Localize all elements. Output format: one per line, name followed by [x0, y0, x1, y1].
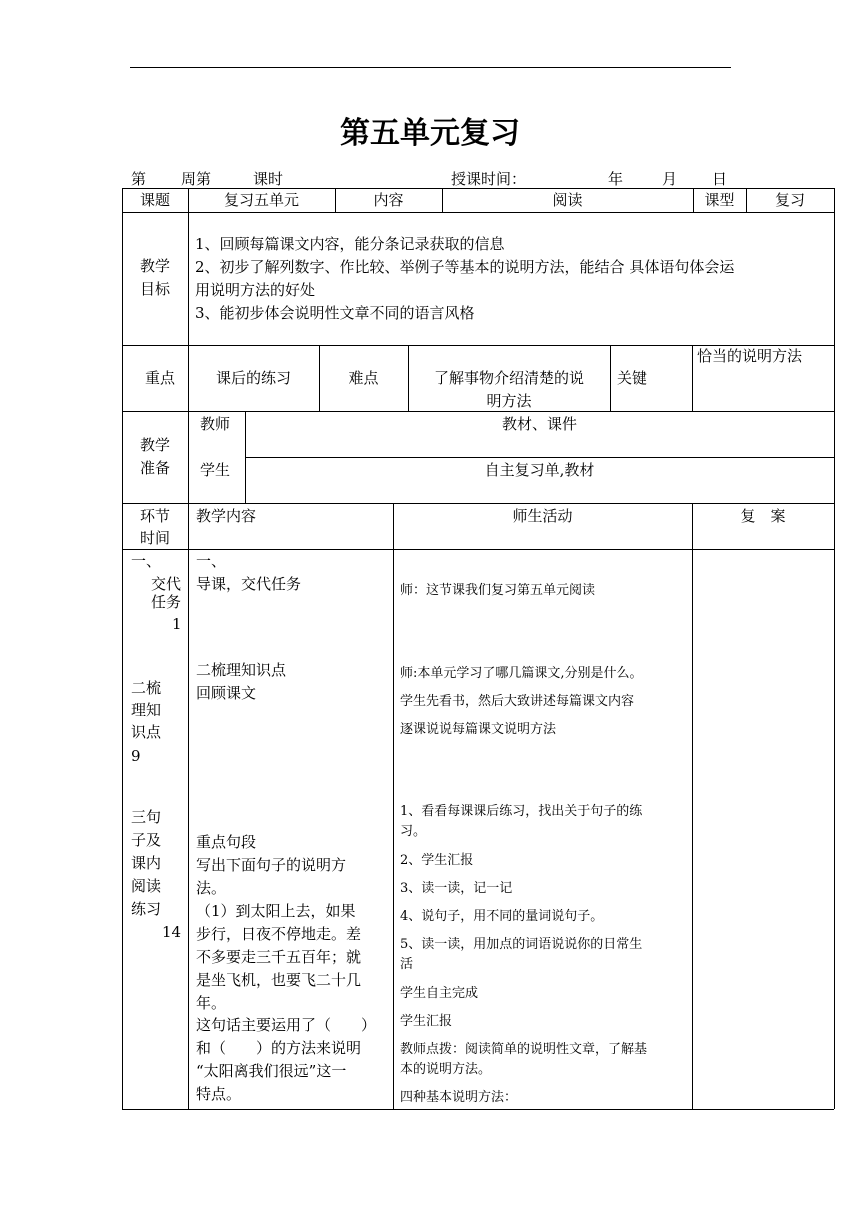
meta-week-mid: 周第 — [181, 170, 212, 188]
activity-line: 4、说句子，用不同的量词说句子。 — [400, 909, 604, 924]
activity-line: 3、读一读，记一记 — [400, 881, 513, 896]
activity-line: 师：这节课我们复习第五单元阅读 — [400, 583, 596, 598]
stage-1-c: 任务 — [151, 593, 182, 611]
content-value: 阅读 — [552, 191, 583, 209]
activity-line: 1、看看每课课后练习，找出关于句子的练 — [400, 804, 643, 819]
difficulty-value-1: 了解事物介绍清楚的说 — [433, 369, 584, 387]
stage-2-d: 9 — [131, 747, 141, 765]
type-label: 课型 — [704, 191, 735, 209]
key-label: 重点 — [144, 369, 175, 387]
content-3-line: “太阳离我们很远”这一 — [196, 1062, 347, 1080]
activity-line: 逐课说说每篇课文说明方法 — [400, 722, 557, 737]
stage-3-f: 14 — [162, 923, 182, 941]
stage-1-a: 一、 — [131, 552, 162, 570]
prep-teacher-value: 教材、课件 — [501, 415, 577, 433]
stage-3-a: 三句 — [131, 808, 162, 826]
crux-value: 恰当的说明方法 — [697, 347, 803, 365]
activity-line: 教师点拨：阅读简单的说明性文章，了解基 — [400, 1042, 648, 1057]
meta-day: 日 — [712, 170, 728, 188]
activity-line: 5、读一读，用加点的词语说说你的日常生 — [400, 937, 643, 952]
header-rule — [130, 67, 731, 68]
stage-2-c: 识点 — [131, 723, 162, 741]
content-label: 内容 — [373, 191, 404, 209]
activity-line: 四种基本说明方法： — [400, 1090, 518, 1105]
activity-line: 活 — [400, 957, 414, 972]
header-stage-1: 环节 — [139, 507, 170, 525]
prep-student-value: 自主复习单,教材 — [484, 461, 595, 479]
stage-3-e: 练习 — [131, 900, 162, 918]
prep-teacher-label: 教师 — [200, 415, 231, 433]
stage-2-a: 二梳 — [131, 679, 162, 697]
prep-label-1: 教学 — [139, 436, 170, 454]
content-3-line: 步行，日夜不停地走。差 — [196, 925, 362, 943]
meta-week-prefix: 第 — [131, 170, 147, 188]
difficulty-label: 难点 — [348, 369, 379, 387]
goal-line-2a: 2、初步了解列数字、作比较、举例子等基本的说明方法，能结合 具体语句体会运 — [195, 258, 735, 276]
stage-1-d: 1 — [172, 615, 182, 633]
topic-label: 课题 — [139, 191, 170, 209]
header-content: 教学内容 — [196, 507, 257, 525]
goal-line-2b: 用说明方法的好处 — [195, 281, 316, 299]
header-stage-2: 时间 — [139, 529, 170, 547]
goal-line-1: 1、回顾每篇课文内容，能分条记录获取的信息 — [195, 235, 505, 253]
meta-year: 年 — [608, 170, 624, 188]
content-3-line: 是坐飞机，也要飞二十几 — [196, 971, 362, 989]
content-3-line: （1）到太阳上去，如果 — [196, 902, 356, 920]
header-activity: 师生活动 — [512, 507, 573, 525]
crux-label: 关键 — [617, 369, 648, 387]
activity-line: 2、学生汇报 — [400, 853, 474, 868]
activity-line: 师:本单元学习了哪几篇课文,分别是什么。 — [400, 666, 643, 681]
activity-line: 本的说明方法。 — [400, 1062, 492, 1077]
content-3-line: 重点句段 — [196, 833, 257, 851]
goal-line-3: 3、能初步体会说明性文章不同的语言风格 — [195, 304, 475, 322]
activity-line: 学生自主完成 — [400, 986, 479, 1001]
meta-month: 月 — [662, 170, 678, 188]
activity-line: 习。 — [400, 824, 427, 839]
goals-label-1: 教学 — [139, 257, 170, 275]
type-value: 复习 — [774, 191, 805, 209]
stage-3-c: 课内 — [131, 854, 162, 872]
stage-3-b: 子及 — [131, 831, 162, 849]
stage-3-d: 阅读 — [131, 877, 162, 895]
meta-period: 课时 — [253, 170, 284, 188]
content-3-line: 写出下面句子的说明方 — [196, 856, 347, 874]
content-2-a: 二梳理知识点 — [196, 661, 287, 679]
content-3-line: 不多要走三千五百年；就 — [196, 948, 362, 966]
activity-line: 学生汇报 — [400, 1014, 453, 1029]
stage-1-b: 交代 — [151, 575, 182, 593]
key-value: 课后的练习 — [215, 369, 291, 387]
difficulty-value-2: 明方法 — [486, 392, 532, 410]
content-3-line: 和（ ）的方法来说明 — [196, 1039, 362, 1057]
content-3-line: 这句话主要运用了（ ） — [196, 1016, 377, 1034]
content-3-line: 特点。 — [196, 1085, 242, 1103]
content-3-line: 年。 — [196, 994, 227, 1012]
page-title: 第五单元复习 — [340, 116, 520, 151]
goals-label-2: 目标 — [139, 280, 170, 298]
content-1-b: 导课，交代任务 — [196, 575, 302, 593]
content-2-b: 回顾课文 — [196, 684, 257, 702]
meta-time-label: 授课时间： — [451, 170, 527, 188]
prep-label-2: 准备 — [139, 459, 170, 477]
stage-2-b: 理知 — [131, 701, 162, 719]
prep-student-label: 学生 — [200, 461, 231, 479]
header-review: 复 案 — [740, 507, 786, 525]
content-1-a: 一、 — [196, 552, 227, 570]
topic-value: 复习五单元 — [223, 191, 299, 209]
activity-line: 学生先看书，然后大致讲述每篇课文内容 — [400, 694, 635, 709]
content-3-line: 法。 — [196, 879, 227, 897]
